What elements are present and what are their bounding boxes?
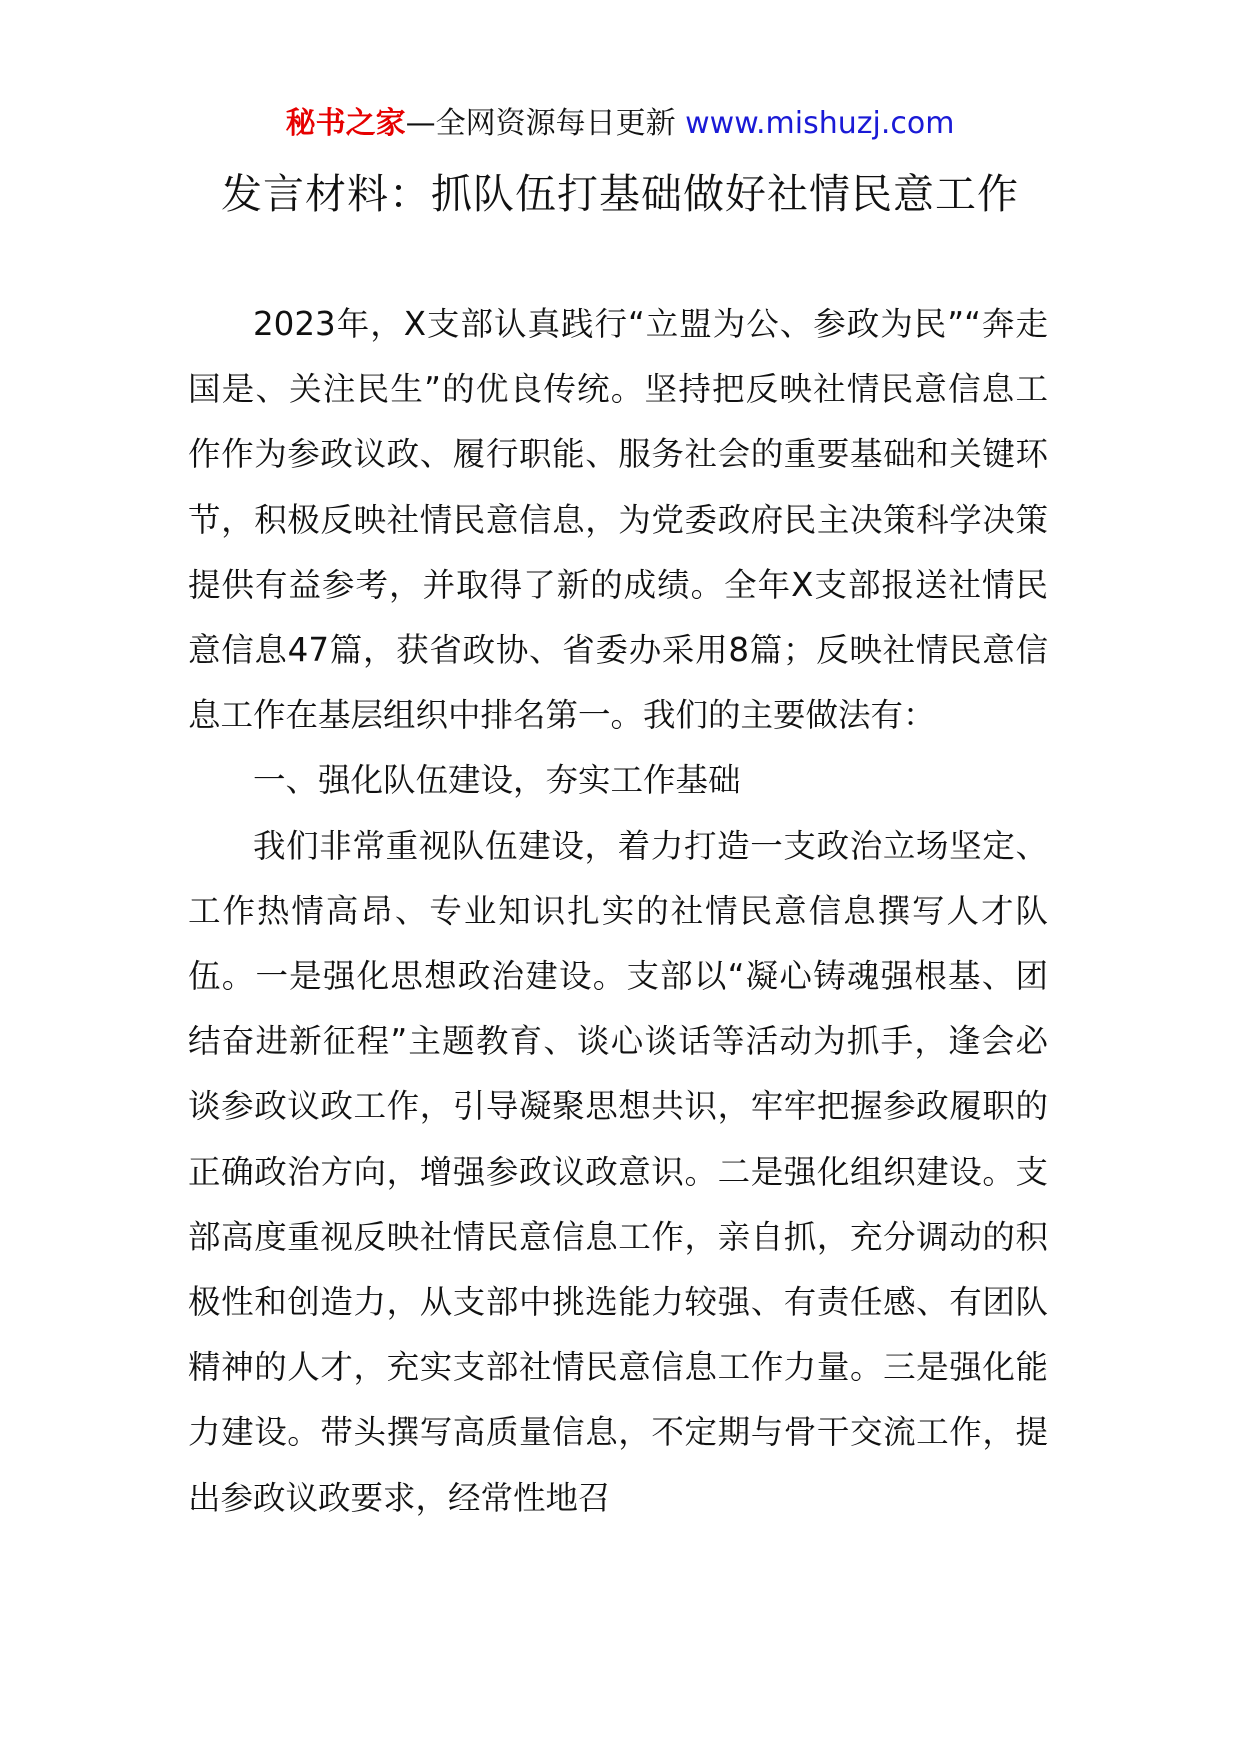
document-title: 发言材料：抓队伍打基础做好社情民意工作 [221, 170, 1019, 218]
brand-name: 秘书之家 [285, 106, 406, 141]
header-slogan: —全网资源每日更新 [405, 106, 686, 141]
section-heading: 一、强化队伍建设，夯实工作基础 [253, 761, 741, 800]
site-header [0, 104, 1240, 144]
site-url-link[interactable]: www.mishuzj.com [685, 106, 955, 141]
intro-paragraph: 2023年，X支部认真践行“立盟为公、参政为民”“奔走国是、关注民生”的优良传统。坚持把反映社情民意信息工作作为参政议政、履行职能、服务社会的重要基础和关键环节，积极反映社情民意信息，为党委政府民主决策科学决策提供有益参考，并取得了新的成绩。全年X支部报送社情民意信息47篇，获省政协、省委办采用8篇；反映社情民意信息工作在基层组织中排名第一。我们的主要做法有： [188, 305, 1048, 735]
document-body [188, 292, 1048, 1531]
section-paragraph: 我们非常重视队伍建设，着力打造一支政治立场坚定、工作热情高昂、专业知识扎实的社情民意信息撰写人才队伍。一是强化思想政治建设。支部以“凝心铸魂强根基、团结奋进新征程”主题教育、谈心谈话等活动为抓手，逢会必谈参政议政工作，引导凝聚思想共识，牢牢把握参政履职的正确政治方向，增强参政议政意识。二是强化组织建设。支部高度重视反映社情民意信息工作，亲自抓，充分调动的积极性和创造力，从支部中挑选能力较强、有责任感、有团队精神的人才，充实支部社情民意信息工作力量。三是强化能力建设。带头撰写高质量信息，不定期与骨干交流工作，提出参政议政要求，经常性地召 [188, 826, 1048, 1517]
